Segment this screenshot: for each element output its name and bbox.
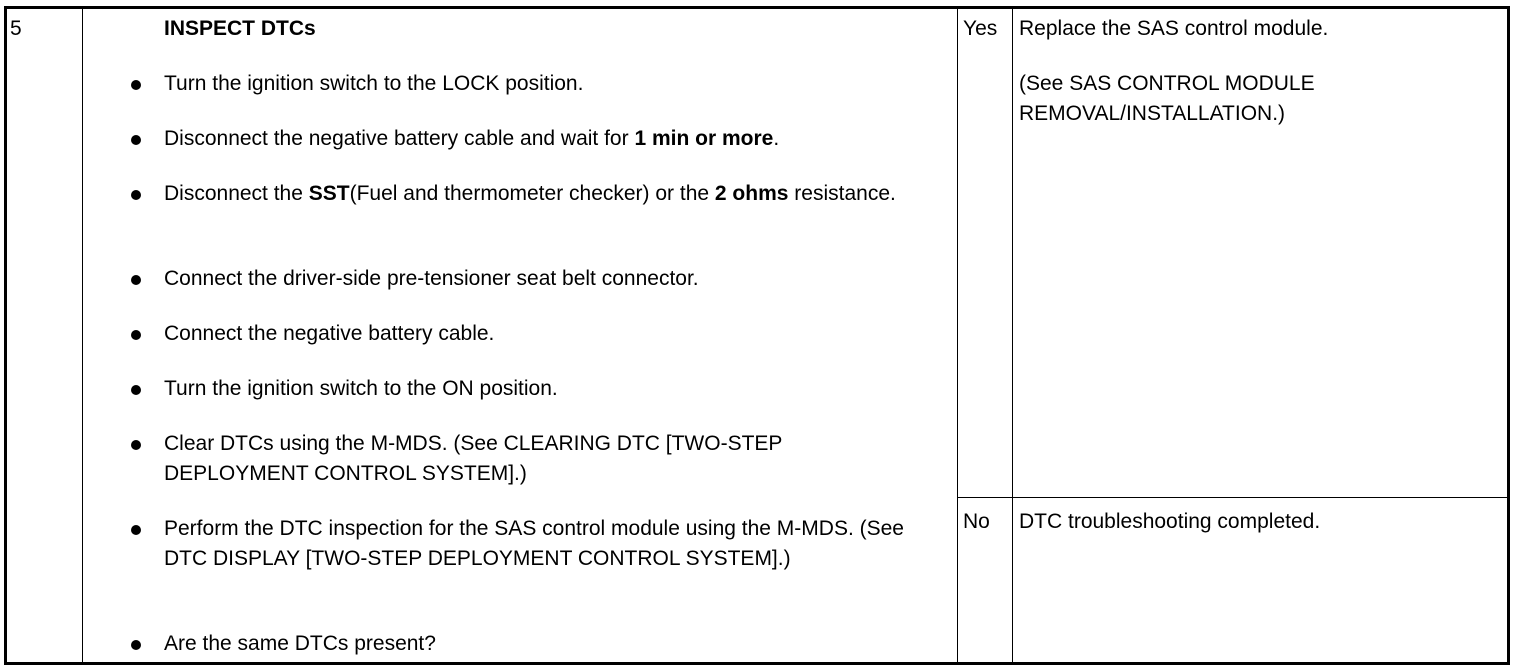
column-divider-result [957, 6, 958, 665]
no-action: DTC troubleshooting completed. [1019, 510, 1321, 533]
column-divider-action [1012, 6, 1013, 665]
instruction-item [131, 514, 911, 574]
instruction-text: Turn the ignition switch to the ON position. [164, 377, 558, 400]
row-divider-yes-no [957, 497, 1507, 498]
instruction-text: Clear DTCs using the M-MDS. (See CLEARING DTC [TWO-STEP DEPLOYMENT CONTROL SYSTEM].) [164, 432, 783, 485]
step-title: INSPECT DTCs [164, 17, 316, 40]
step-number: 5 [10, 17, 22, 40]
bullet-icon [131, 385, 141, 395]
instruction-item [131, 264, 911, 294]
no-label: No [963, 510, 990, 533]
yes-reference: (See SAS CONTROL MODULE REMOVAL/INSTALLATION.) [1019, 72, 1315, 125]
instruction-text: Perform the DTC inspection for the SAS control module using the M-MDS. (See DTC DISPLAY [TWO-STEP DEPLOYMENT CONTROL SYSTEM].) [164, 517, 904, 570]
instruction-item [131, 429, 911, 489]
instruction-text: Turn the ignition switch to the LOCK position. [164, 72, 584, 95]
instruction-text: Disconnect the negative battery cable and wait for 1 min or more. [164, 127, 780, 150]
bullet-icon [131, 330, 141, 340]
instruction-item [131, 69, 911, 99]
bullet-icon [131, 275, 141, 285]
column-divider-step [82, 6, 83, 665]
yes-action: Replace the SAS control module. [1019, 17, 1329, 40]
instruction-item [131, 179, 911, 209]
instruction-item [131, 374, 911, 404]
instruction-item [131, 319, 911, 349]
bullet-icon [131, 525, 141, 535]
yes-label: Yes [963, 17, 998, 40]
instruction-text: Are the same DTCs present? [164, 632, 436, 655]
instruction-text: Connect the driver-side pre-tensioner seat belt connector. [164, 267, 699, 290]
instruction-item [131, 629, 911, 659]
instruction-item [131, 124, 911, 154]
bullet-icon [131, 640, 141, 650]
bullet-icon [131, 190, 141, 200]
instruction-text: Disconnect the SST(Fuel and thermometer checker) or the 2 ohms resistance. [164, 182, 896, 205]
instruction-text: Connect the negative battery cable. [164, 322, 495, 345]
bullet-icon [131, 135, 141, 145]
bullet-icon [131, 80, 141, 90]
bullet-icon [131, 440, 141, 450]
